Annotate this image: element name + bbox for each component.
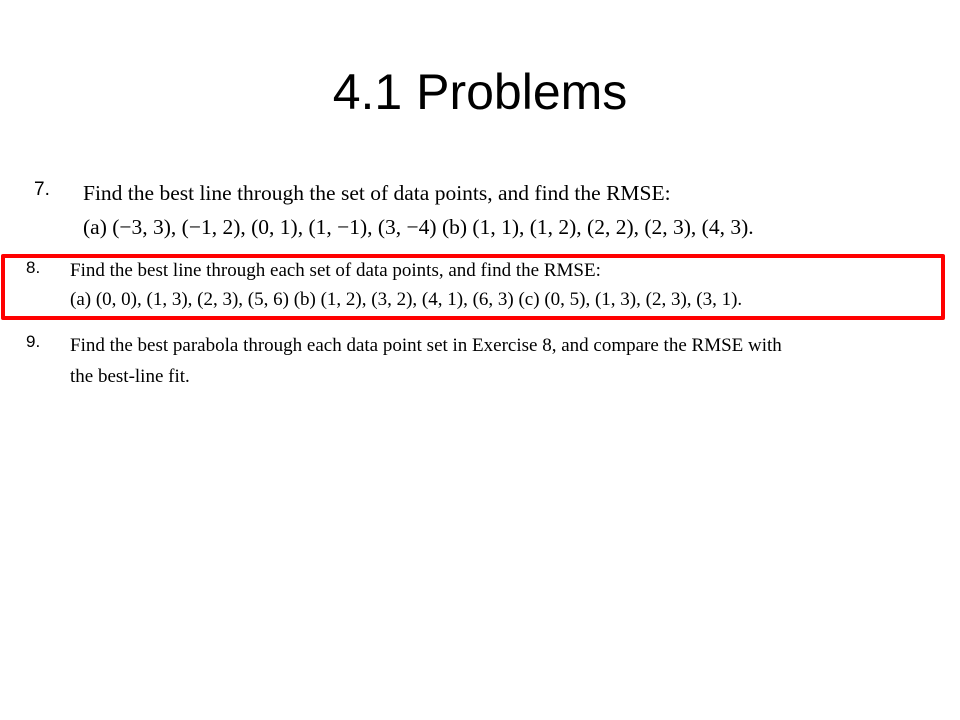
problem-line: (a) (−3, 3), (−1, 2), (0, 1), (1, −1), (3, −4) (b) (1, 1), (1, 2), (2, 2), (2, 3), (4, 3). [83,215,754,239]
problem-line: the best-line fit. [70,366,190,387]
problem-number: 7. [34,179,50,200]
problem-line: Find the best line through each set of data points, and find the RMSE: [70,260,601,281]
problem-statement [70,330,782,392]
slide-title: 4.1 Problems [332,64,628,120]
problem-statement [70,256,742,314]
problem-number: 9. [26,332,41,351]
problem-statement [83,176,754,244]
problem-line: Find the best line through the set of data points, and find the RMSE: [83,181,671,205]
problem-number: 8. [26,258,41,277]
problem-line: (a) (0, 0), (1, 3), (2, 3), (5, 6) (b) (1, 2), (3, 2), (4, 1), (6, 3) (c) (0, 5), (1, 3), (2, 3), (3, 1). [70,289,743,310]
problem-line: Find the best parabola through each data point set in Exercise 8, and compare the RMSE with [70,335,782,356]
